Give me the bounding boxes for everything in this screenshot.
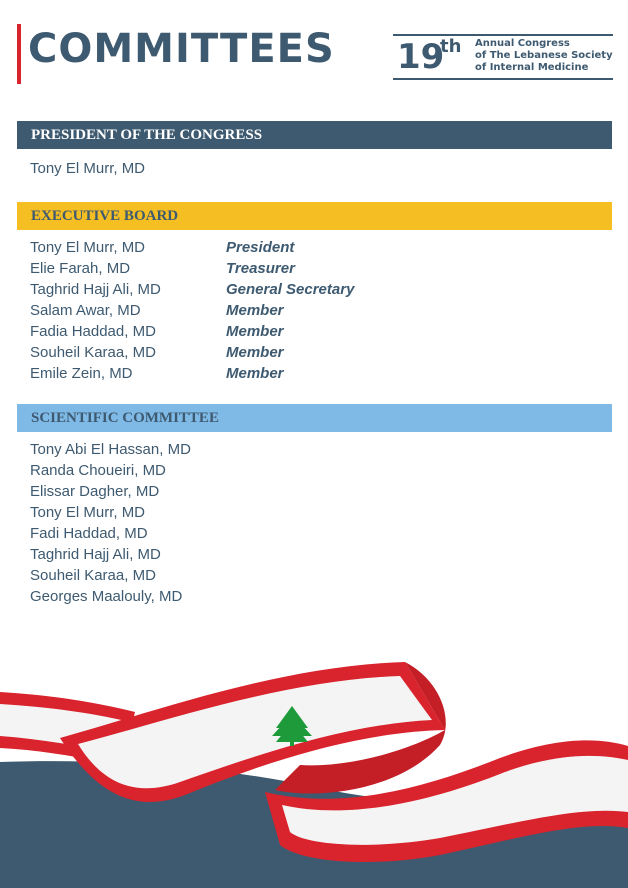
executive-member-name: Souheil Karaa, MD: [30, 344, 156, 361]
executive-member-role: Member: [226, 365, 284, 382]
scientific-member: Fadi Haddad, MD: [30, 525, 148, 542]
executive-member-role: Member: [226, 344, 284, 361]
lebanese-flag-ribbon-icon: [0, 640, 628, 888]
president-name: Tony El Murr, MD: [30, 160, 146, 177]
scientific-member: Taghrid Hajj Ali, MD: [30, 546, 161, 563]
executive-member-name: Salam Awar, MD: [30, 302, 141, 319]
scientific-member: Tony Abi El Hassan, MD: [30, 441, 191, 458]
congress-line-3: of Internal Medicine: [475, 62, 589, 73]
scientific-member: Tony El Murr, MD: [30, 504, 146, 521]
title-accent-bar: [17, 24, 21, 84]
congress-line-1: Annual Congress: [475, 38, 570, 49]
scientific-member: Randa Choueiri, MD: [30, 462, 166, 479]
president-heading: PRESIDENT OF THE CONGRESS: [17, 121, 612, 149]
congress-suffix: th: [440, 36, 462, 57]
executive-member-role: General Secretary: [226, 281, 355, 298]
scientific-member: Georges Maalouly, MD: [30, 588, 183, 605]
executive-member-name: Fadia Haddad, MD: [30, 323, 156, 340]
executive-member-name: Emile Zein, MD: [30, 365, 133, 382]
executive-member-role: President: [226, 239, 295, 256]
scientific-heading: SCIENTIFIC COMMITTEE: [17, 404, 612, 432]
executive-member-name: Taghrid Hajj Ali, MD: [30, 281, 161, 298]
congress-line-2: of The Lebanese Society: [475, 50, 613, 61]
page-title: COMMITTEES: [28, 26, 335, 72]
executive-heading: EXECUTIVE BOARD: [17, 202, 612, 230]
scientific-member: Souheil Karaa, MD: [30, 567, 156, 584]
congress-text: [475, 38, 615, 74]
executive-member-name: Elie Farah, MD: [30, 260, 131, 277]
executive-member-role: Treasurer: [226, 260, 295, 277]
executive-member-role: Member: [226, 323, 284, 340]
congress-number: 19: [397, 37, 445, 77]
scientific-member: Elissar Dagher, MD: [30, 483, 160, 500]
congress-badge: [393, 34, 613, 80]
executive-member-role: Member: [226, 302, 284, 319]
executive-member-name: Tony El Murr, MD: [30, 239, 146, 256]
